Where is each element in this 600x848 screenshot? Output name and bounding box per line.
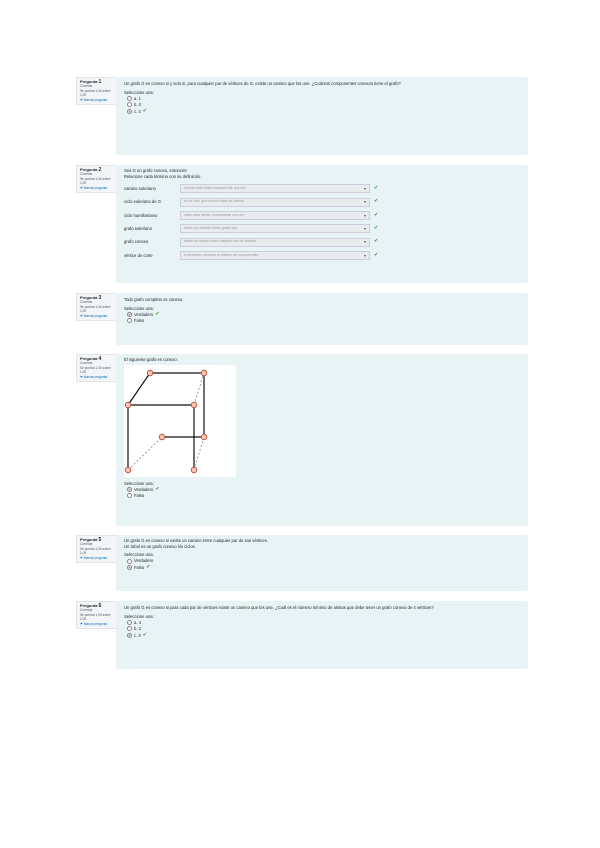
cube-graph-diagram [124,365,236,477]
question-state: Correcta [80,84,93,89]
question-label: Pregunta [80,79,98,84]
question-5 [76,535,528,591]
answer-option[interactable]: Verdadero ✔ [127,311,520,318]
flag-icon: ⚑ [80,374,83,379]
check-icon: ✔ [374,185,379,192]
flag-question-link[interactable]: ⚑ Marcar pregunta [80,313,108,318]
radio-button[interactable] [127,493,132,498]
radio-button[interactable] [127,318,132,323]
graph-vertex [125,402,131,408]
check-icon: ✔ [142,631,147,638]
radio-button[interactable] [127,620,132,625]
question-score: Se puntúa 1,00 sobre 1,00 [80,88,111,98]
match-row: camino euleriano recorre cada arista exactamente una vez ▾ ✔ [124,182,520,195]
match-select[interactable]: recorre cada arista exactamente una vez ▾ [180,184,370,193]
match-select[interactable]: es un ciclo que recorre todas las aristas ▾ [180,198,370,207]
answer-heading: Seleccione una: [124,305,154,311]
graph-vertex [125,467,131,473]
question-info: Pregunta 2 Correcta Se puntúa 1,00 sobre 1,00 ⚑ Marcar pregunta [76,165,118,193]
check-icon: ✔ [142,107,147,114]
flag-icon: ⚑ [80,555,83,560]
flag-question-link[interactable]: ⚑ Marcar pregunta [80,621,108,626]
question-text: Sea G un grafo conexo, entonces: [124,168,188,173]
answer-option[interactable]: Verdadero ✔ [127,486,520,493]
answer-option[interactable]: c. 3 ✔ [127,632,520,639]
radio-button[interactable] [127,565,132,570]
question-info: Pregunta 5 Correcta Se puntúa 1,00 sobre 1,00 ⚑ Marcar pregunta [76,535,118,563]
radio-button[interactable] [127,312,132,317]
question-3 [76,293,528,345]
flag-question-link[interactable]: ⚑ Marcar pregunta [80,97,108,102]
answer-heading: Seleccione una: [124,613,154,619]
check-icon: ✔ [374,211,379,218]
chevron-down-icon: ▾ [363,212,366,218]
answer-option[interactable]: Falso ✔ [127,564,520,571]
graph-vertex [191,467,197,473]
question-text: Un grafo G es conexo si y solo si, para cualquier par de vértices de G, existe un camino que los une. ¿Cuántos componentes conexos tiene el grafo? [124,81,401,86]
chevron-down-icon: ▾ [363,225,366,231]
question-content [116,354,528,526]
question-1 [76,77,528,155]
match-select[interactable]: existe un camino entre cualquier par de vértices ▾ [180,238,370,247]
match-row: grafo euleriano todos sus vértices tienen grado par ▾ ✔ [124,222,520,235]
flag-icon: ⚑ [80,313,83,318]
match-select[interactable]: todos sus vértices tienen grado par ▾ [180,224,370,233]
question-content [116,77,528,155]
answer-option[interactable]: Falso [127,493,520,500]
chevron-down-icon: ▾ [363,239,366,245]
chevron-down-icon: ▾ [363,186,366,192]
graph-image [124,365,236,477]
check-icon: ✔ [146,563,151,570]
question-text: El siguiente grafo es conexo: [124,357,178,362]
question-2 [76,165,528,283]
check-icon: ✔ [374,198,379,205]
match-select[interactable]: al eliminarlo aumenta el número de componentes ▾ [180,251,370,260]
question-text: Un grafo G es conexo si existe un camino entre cualquier par de sus vértices. [124,538,268,543]
question-text-2: Un árbol es un grafo conexo sin ciclos. [124,543,196,549]
graph-vertex [201,434,207,440]
answer-option[interactable]: c. 3 ✔ [127,108,520,115]
match-row: ciclo hamiltoniano visita cada vértice exactamente una vez ▾ ✔ [124,209,520,222]
flag-icon: ⚑ [80,97,83,102]
answer-option[interactable]: a. 1 [127,95,520,102]
match-select[interactable]: visita cada vértice exactamente una vez ▾ [180,211,370,220]
question-info: Pregunta 3 Correcta Se puntúa 1,00 sobre 1,00 ⚑ Marcar pregunta [76,293,118,321]
radio-button[interactable] [127,96,132,101]
check-icon: ✔ [374,224,379,231]
graph-vertex [159,434,165,440]
flag-question-link[interactable]: ⚑ Marcar pregunta [80,185,108,190]
check-icon: ✔ [374,251,379,258]
radio-button[interactable] [127,487,132,492]
question-instruction: Relacione cada término con su definición. [124,173,202,179]
graph-vertex [191,402,197,408]
radio-button[interactable] [127,559,132,564]
question-6 [76,601,528,669]
answer-heading: Seleccione una: [124,480,154,486]
question-content [116,535,528,591]
question-info: Pregunta 6 Correcta Se puntúa 1,00 sobre 1,00 ⚑ Marcar pregunta [76,601,118,629]
check-icon: ✔ [155,485,160,492]
radio-button[interactable] [127,633,132,638]
match-row: vértice de corte al eliminarlo aumenta el número de componentes ▾ ✔ [124,249,520,262]
answer-option[interactable]: Falso [127,318,520,325]
chevron-down-icon: ▾ [363,199,366,205]
question-text: Todo grafo completo es conexo. [124,297,184,302]
graph-vertex [201,370,207,376]
match-row: ciclo euleriano de G es un ciclo que recorre todas las aristas ▾ ✔ [124,195,520,208]
match-row: grafo conexo existe un camino entre cualquier par de vértices ▾ ✔ [124,235,520,248]
graph-vertex [147,370,153,376]
question-4 [76,354,528,526]
flag-question-link[interactable]: ⚑ Marcar pregunta [80,374,108,379]
radio-button[interactable] [127,102,132,107]
answer-option[interactable]: b. 2 [127,626,520,633]
flag-question-link[interactable]: ⚑ Marcar pregunta [80,555,108,560]
question-content [116,601,528,669]
question-text: Un grafo G es conexo si para cada par de vértices existe un camino que los une. ¿Cuál es el número mínimo de aristas que debe tener un grafo conexo de 4 vértices? [124,605,434,610]
answer-option[interactable]: Verdadero [127,558,520,565]
check-icon: ✔ [374,238,379,245]
question-content [116,293,528,345]
chevron-down-icon: ▾ [363,252,366,258]
answer-option[interactable]: b. 2 [127,102,520,109]
answer-heading: Seleccione una: [124,89,154,95]
check-icon: ✔ [155,310,160,317]
answer-option[interactable]: a. 4 [127,619,520,626]
question-info [76,77,118,105]
flag-icon: ⚑ [80,185,83,190]
radio-button[interactable] [127,109,132,114]
question-number: 1 [98,79,102,85]
answer-heading: Seleccione una: [124,552,154,558]
flag-icon: ⚑ [80,621,83,626]
radio-button[interactable] [127,626,132,631]
question-content [116,165,528,283]
question-info: Pregunta 4 Correcta Se puntúa 1,00 sobre 1,00 ⚑ Marcar pregunta [76,354,118,382]
